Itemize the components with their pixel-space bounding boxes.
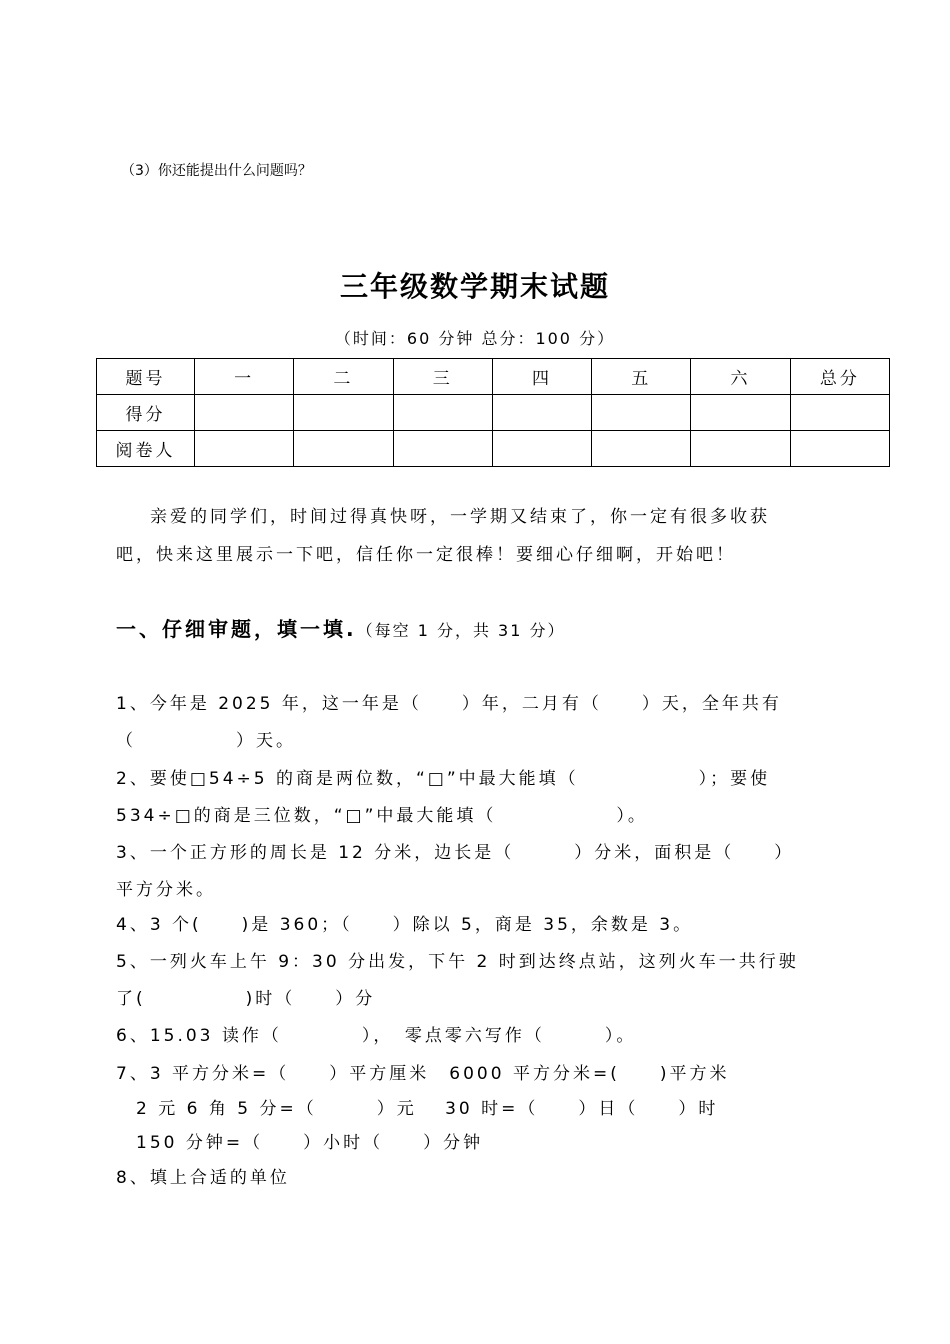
score-row-label: 得分 <box>97 395 195 431</box>
intro-line-1: 亲爱的同学们，时间过得真快呀，一学期又结束了，你一定有很多收获 <box>150 507 770 527</box>
header-cell-1: 一 <box>195 359 294 395</box>
header-cell-4: 四 <box>492 359 591 395</box>
header-cell-number: 题号 <box>97 359 195 395</box>
exam-subtitle: （时间：60 分钟 总分：100 分） <box>334 329 616 348</box>
question-line: 3、一个正方形的周长是 12 分米，边长是（ ）分米，面积是（ ） <box>116 843 795 863</box>
intro-paragraph <box>116 498 856 574</box>
question-line: 2、要使□54÷5 的商是两位数，“□”中最大能填（ ）；要使 <box>116 769 771 789</box>
section-1-note: （每空 1 分，共 31 分） <box>356 621 566 640</box>
header-cell-5: 五 <box>592 359 691 395</box>
header-cell-3: 三 <box>393 359 492 395</box>
grader-cell[interactable] <box>294 431 393 467</box>
section-1-heading <box>116 613 566 642</box>
header-cell-total: 总分 <box>790 359 889 395</box>
question-line: 534÷□的商是三位数，“□”中最大能填（ ）。 <box>116 806 648 826</box>
intro-line-2: 吧，快来这里展示一下吧，信任你一定很棒！要细心仔细啊，开始吧！ <box>116 545 736 565</box>
previous-question: （3）你还能提出什么问题吗？ <box>121 163 312 179</box>
score-cell[interactable] <box>195 395 294 431</box>
section-1-title: 一、仔细审题，填一填. <box>116 617 357 641</box>
question-line: 1、今年是 2025 年，这一年是（ ）年，二月有（ ）天，全年共有 <box>116 694 782 714</box>
grader-cell[interactable] <box>691 431 790 467</box>
score-row <box>97 395 890 431</box>
grader-cell[interactable] <box>790 431 889 467</box>
question-line: 4、3 个( )是 360；（ ）除以 5，商是 35，余数是 3。 <box>116 915 694 935</box>
question-line: （ ）天。 <box>116 731 296 751</box>
score-cell[interactable] <box>691 395 790 431</box>
question-line: 5、一列火车上午 9：30 分出发，下午 2 时到达终点站，这列火车一共行驶 <box>116 952 799 972</box>
question-line: 7、3 平方分米=（ ）平方厘米 6000 平方分米=( )平方米 <box>116 1064 730 1084</box>
score-cell[interactable] <box>294 395 393 431</box>
grader-cell[interactable] <box>195 431 294 467</box>
grader-cell[interactable] <box>393 431 492 467</box>
question-line: 平方分米。 <box>116 880 216 900</box>
header-cell-2: 二 <box>294 359 393 395</box>
score-table-header-row <box>97 359 890 395</box>
grader-row-label: 阅卷人 <box>97 431 195 467</box>
score-table <box>96 358 890 467</box>
grader-cell[interactable] <box>492 431 591 467</box>
question-line: 8、填上合适的单位 <box>116 1168 290 1188</box>
header-cell-6: 六 <box>691 359 790 395</box>
score-cell[interactable] <box>592 395 691 431</box>
question-line: 6、15.03 读作（ ）， 零点零六写作（ ）。 <box>116 1026 637 1046</box>
score-cell[interactable] <box>790 395 889 431</box>
question-line: 150 分钟=（ ）小时（ ）分钟 <box>116 1133 484 1153</box>
question-line: 了( )时（ ）分 <box>116 989 376 1009</box>
score-cell[interactable] <box>492 395 591 431</box>
grader-row <box>97 431 890 467</box>
question-line: 2 元 6 角 5 分=（ ）元 30 时=（ ）日（ ）时 <box>116 1099 719 1119</box>
exam-title: 三年级数学期末试题 <box>339 270 610 303</box>
score-cell[interactable] <box>393 395 492 431</box>
grader-cell[interactable] <box>592 431 691 467</box>
